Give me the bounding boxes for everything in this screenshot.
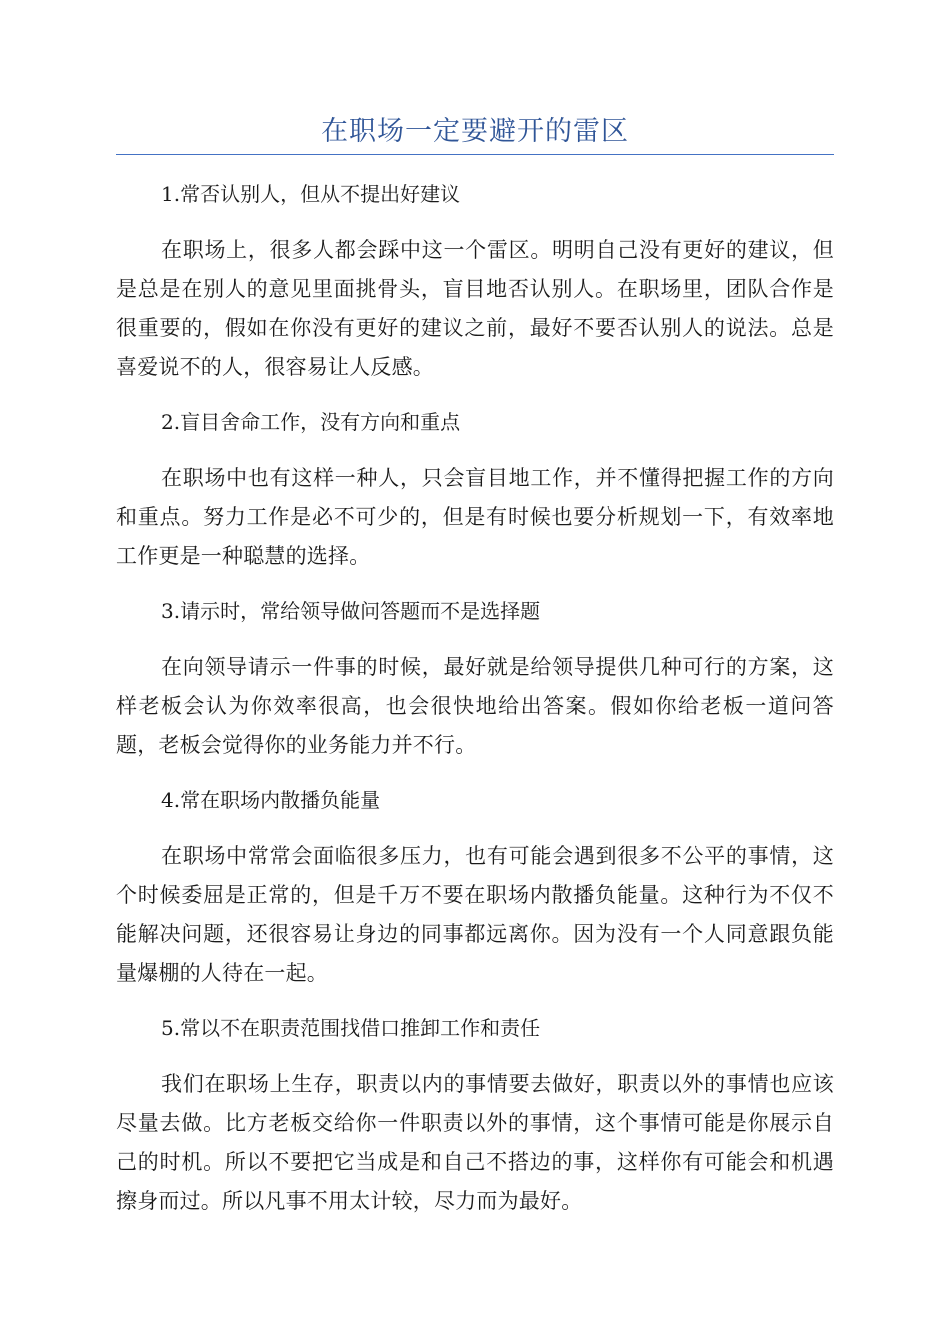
- section-paragraph-2: 在职场中也有这样一种人，只会盲目地工作，并不懂得把握工作的方向和重点。努力工作是必不可少的，但是有时候也要分析规划一下，有效率地工作更是一种聪慧的选择。: [116, 466, 834, 568]
- section-paragraph-4: 在职场中常常会面临很多压力，也有可能会遇到很多不公平的事情，这个时候委屈是正常的，但是千万不要在职场内散播负能量。这种行为不仅不能解决问题，还很容易让身边的同事都远离你。因为没有一个人同意跟负能量爆棚的人待在一起。: [116, 844, 834, 985]
- section-heading-1: 1.常否认别人，但从不提出好建议: [161, 182, 461, 206]
- section-heading-4: 4.常在职场内散播负能量: [161, 788, 381, 812]
- section-heading-3: 3.请示时，常给领导做问答题而不是选择题: [161, 599, 541, 623]
- section-paragraph-5: 我们在职场上生存，职责以内的事情要去做好，职责以外的事情也应该尽量去做。比方老板交给你一件职责以外的事情，这个事情可能是你展示自己的时机。所以不要把它当成是和自己不搭边的事，这样你有可能会和机遇擦身而过。所以凡事不用太计较，尽力而为最好。: [116, 1072, 834, 1213]
- section-paragraph-3: 在向领导请示一件事的时候，最好就是给领导提供几种可行的方案，这样老板会认为你效率很高，也会很快地给出答案。假如你给老板一道问答题，老板会觉得你的业务能力并不行。: [116, 655, 834, 757]
- section-heading-5: 5.常以不在职责范围找借口推卸工作和责任: [161, 1016, 541, 1040]
- document-title: 在职场一定要避开的雷区: [321, 116, 629, 147]
- document-body: [116, 175, 834, 1237]
- title-underline: [116, 154, 834, 155]
- section-paragraph-1: 在职场上，很多人都会踩中这一个雷区。明明自己没有更好的建议，但是总是在别人的意见里面挑骨头，盲目地否认别人。在职场里，团队合作是很重要的，假如在你没有更好的建议之前，最好不要否认别人的说法。总是喜爱说不的人，很容易让人反感。: [116, 238, 834, 379]
- section-heading-2: 2.盲目舍命工作，没有方向和重点: [161, 410, 461, 434]
